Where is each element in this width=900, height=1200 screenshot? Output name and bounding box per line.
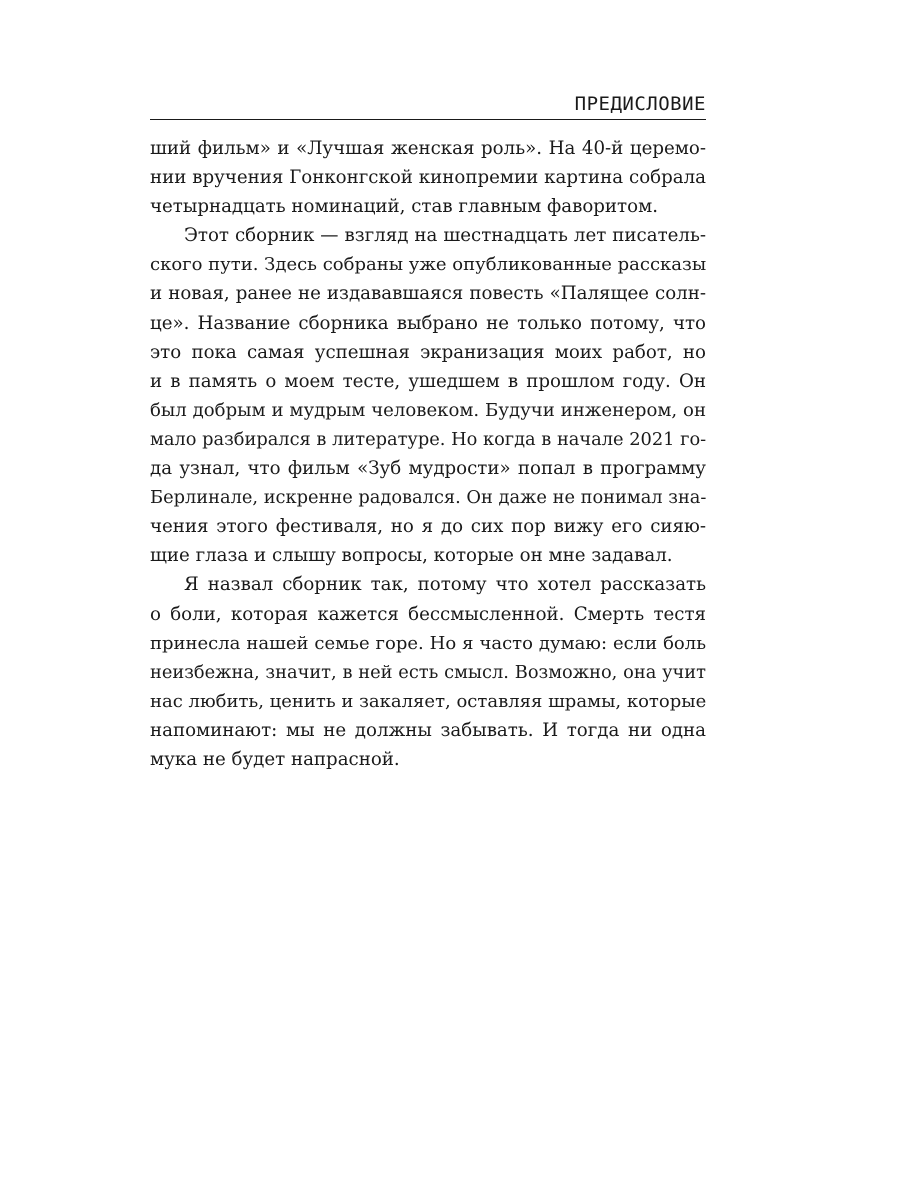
text-line: и в память о моем тесте, ушедшем в прошлом году. Он (150, 370, 706, 392)
text-line: это пока самая успешная экранизация моих работ, но (150, 341, 706, 363)
text-line: це». Название сборника выбрано не только потому, что (150, 312, 706, 334)
text-line: Этот сборник — взгляд на шестнадцать лет писатель- (184, 225, 706, 247)
text-line: чения этого фестиваля, но я до сих пор вижу его сияю- (150, 516, 706, 538)
header-rule (150, 119, 706, 120)
body-text (150, 134, 706, 774)
text-line: и новая, ранее не издававшаяся повесть «Палящее солн- (150, 283, 706, 305)
text-line: неизбежна, значит, в ней есть смысл. Возможно, она учит (150, 661, 706, 683)
text-line: принесла нашей семье горе. Но я часто думаю: если боль (150, 632, 706, 654)
book-page (150, 0, 706, 1200)
text-line: ского пути. Здесь собраны уже опубликованные рассказы (150, 254, 707, 276)
text-line: мука не будет напрасной. (150, 748, 400, 770)
text-line: напоминают: мы не должны забывать. И тогда ни одна (150, 719, 706, 741)
text-line: был добрым и мудрым человеком. Будучи инженером, он (150, 399, 706, 421)
text-line: ший фильм» и «Лучшая женская роль». На 40-й церемо- (150, 138, 706, 159)
text-line: четырнадцать номинаций, став главным фаворитом. (150, 196, 658, 218)
text-line: нас любить, ценить и закаляет, оставляя шрамы, которые (150, 690, 707, 712)
paragraph-1 (150, 134, 706, 221)
text-line: Я назвал сборник так, потому что хотел рассказать (184, 574, 706, 596)
running-head: ПРЕДИСЛОВИЕ (574, 93, 706, 115)
text-line: о боли, которая кажется бессмысленной. Смерть тестя (150, 603, 706, 625)
paragraph-3 (150, 570, 706, 774)
text-line: да узнал, что фильм «Зуб мудрости» попал в программу (150, 458, 706, 480)
text-line: щие глаза и слышу вопросы, которые он мне задавал. (150, 545, 673, 567)
text-line: Берлинале, искренне радовался. Он даже не понимал зна- (150, 487, 707, 509)
text-line: нии вручения Гонконгской кинопремии картина собрала (150, 167, 706, 189)
text-line: мало разбирался в литературе. Но когда в начале 2021 го- (150, 428, 707, 450)
paragraph-2 (150, 221, 706, 570)
